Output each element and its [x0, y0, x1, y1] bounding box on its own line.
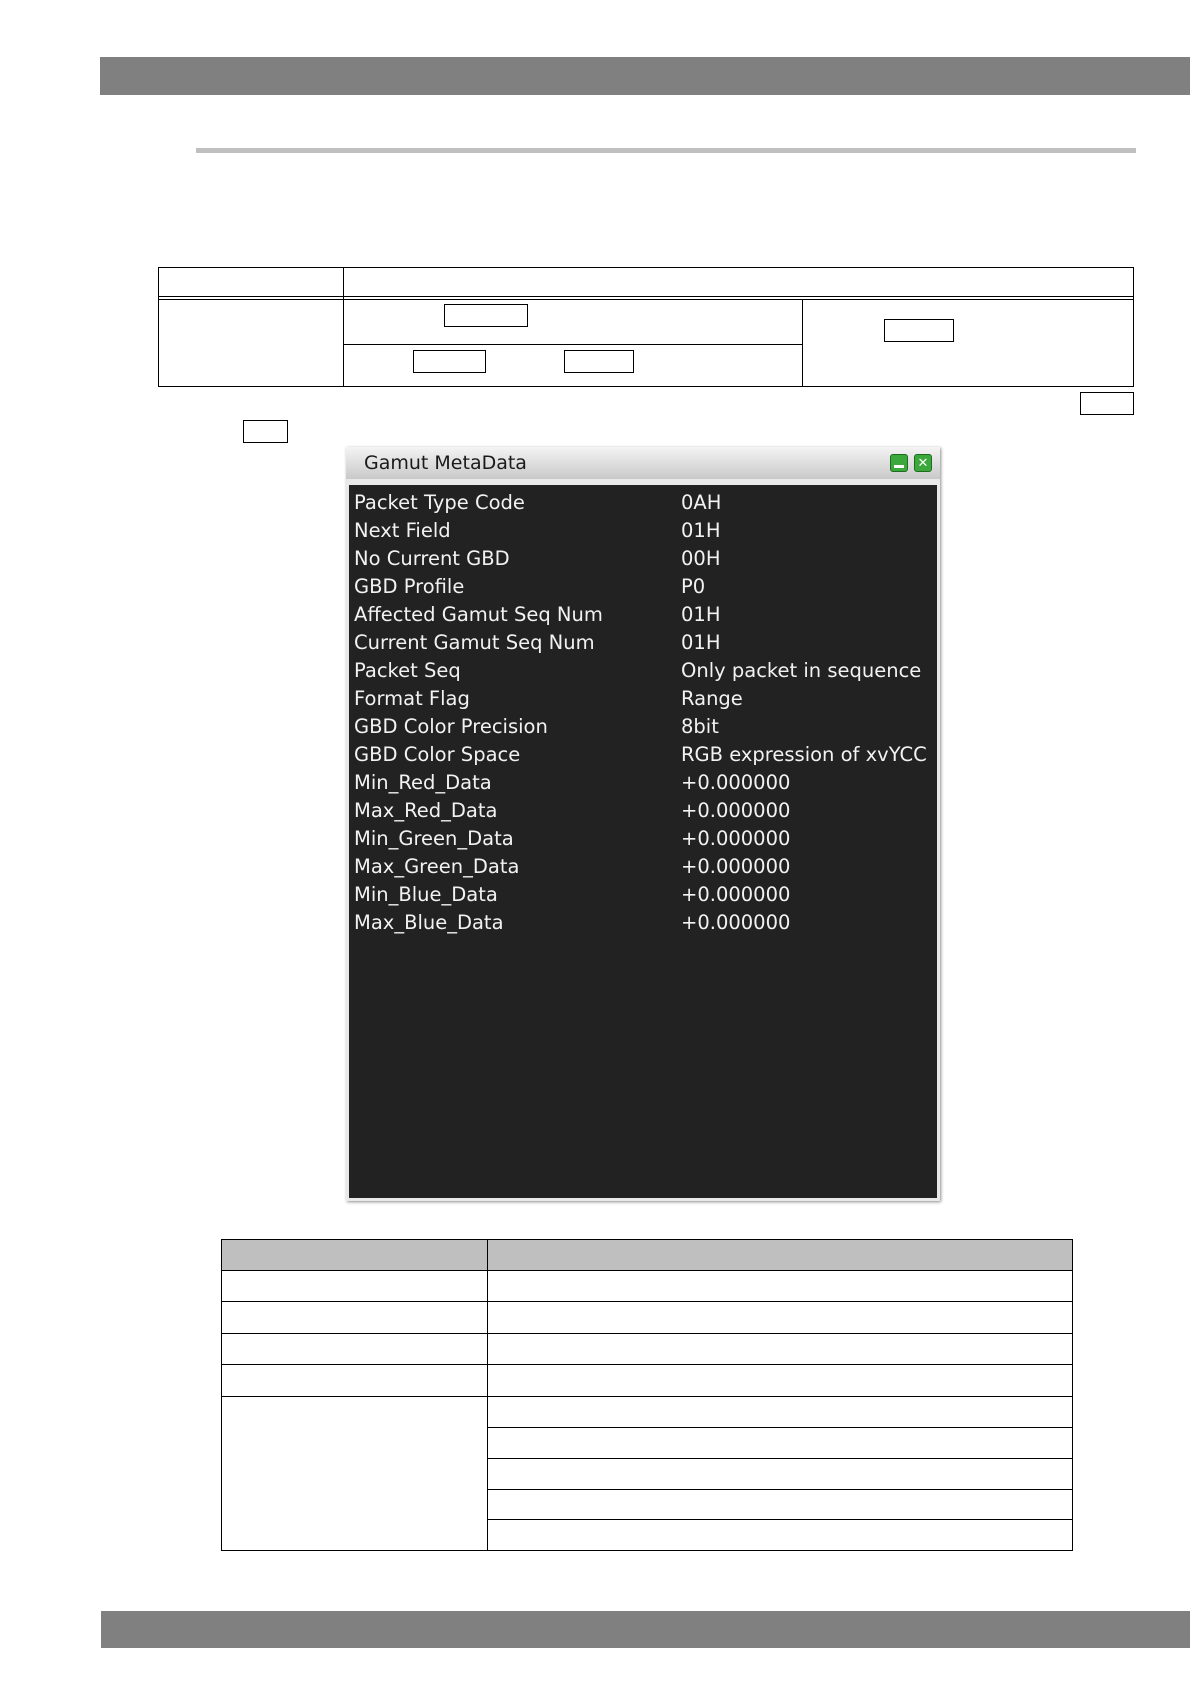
list-item — [349, 715, 937, 743]
field-value: 01H — [681, 603, 721, 626]
field-value: +0.000000 — [681, 799, 791, 822]
table-border — [487, 1427, 1073, 1428]
list-item — [349, 771, 937, 799]
field-value: +0.000000 — [681, 771, 791, 794]
menu-key[interactable] — [413, 350, 486, 373]
field-label: Packet Seq — [354, 659, 461, 682]
menu-key[interactable] — [564, 350, 634, 373]
field-label: Min_Red_Data — [354, 771, 492, 794]
close-button[interactable] — [914, 454, 932, 472]
minimize-button[interactable] — [890, 454, 908, 472]
table-border — [221, 1550, 1073, 1551]
field-label: Affected Gamut Seq Num — [354, 603, 603, 626]
field-label: Max_Blue_Data — [354, 911, 504, 934]
table-border — [802, 299, 803, 387]
field-value: 01H — [681, 519, 721, 542]
list-item — [349, 855, 937, 883]
list-item — [349, 883, 937, 911]
parameter-table — [221, 1239, 1073, 1551]
table-border — [343, 344, 802, 345]
metadata-list — [349, 485, 937, 1198]
field-label: Next Field — [354, 519, 451, 542]
field-label: GBD Color Space — [354, 743, 521, 766]
field-value: +0.000000 — [681, 827, 791, 850]
table-border — [487, 1519, 1073, 1520]
table-border — [221, 1364, 1073, 1365]
table-border — [158, 267, 159, 387]
table-border — [1133, 267, 1134, 387]
menu-key[interactable] — [884, 319, 954, 342]
field-value: +0.000000 — [681, 855, 791, 878]
field-label: Min_Green_Data — [354, 827, 514, 850]
table-border — [487, 1458, 1073, 1459]
menu-table — [158, 267, 1134, 387]
field-value: +0.000000 — [681, 911, 791, 934]
table-border — [221, 1239, 222, 1551]
table-border — [158, 267, 1134, 268]
list-item — [349, 659, 937, 687]
field-label: GBD Profile — [354, 575, 465, 598]
field-value: RGB expression of xvYCC — [681, 743, 927, 766]
list-item — [349, 491, 937, 519]
table-border — [221, 1270, 1073, 1271]
section-rule — [196, 148, 1136, 153]
field-label: GBD Color Precision — [354, 715, 548, 738]
field-value: P0 — [681, 575, 706, 598]
field-label: Packet Type Code — [354, 491, 525, 514]
gamut-metadata-window — [346, 447, 940, 1201]
field-value: 00H — [681, 547, 721, 570]
field-value: Range — [681, 687, 743, 710]
table-border — [221, 1396, 1073, 1397]
list-item — [349, 519, 937, 547]
field-label: Current Gamut Seq Num — [354, 631, 595, 654]
field-label: Max_Green_Data — [354, 855, 520, 878]
list-item — [349, 687, 937, 715]
list-item — [349, 575, 937, 603]
window-title: Gamut MetaData — [364, 452, 527, 474]
table-header — [221, 1239, 1073, 1270]
function-key[interactable] — [1080, 392, 1134, 415]
list-item — [349, 547, 937, 575]
table-border — [221, 1301, 1073, 1302]
field-value: 0AH — [681, 491, 722, 514]
field-value: Only packet in sequence — [681, 659, 922, 682]
table-border — [1072, 1239, 1073, 1551]
table-border — [158, 386, 1134, 387]
table-border — [158, 296, 1134, 297]
list-item — [349, 827, 937, 855]
close-icon: ✕ — [917, 455, 929, 470]
page-header-bar — [100, 57, 1190, 95]
function-key[interactable] — [243, 420, 288, 443]
list-item — [349, 743, 937, 771]
list-item — [349, 799, 937, 827]
field-label: Format Flag — [354, 687, 470, 710]
field-label: Min_Blue_Data — [354, 883, 498, 906]
table-border — [221, 1333, 1073, 1334]
table-border — [487, 1489, 1073, 1490]
window-title-bar[interactable] — [346, 447, 940, 479]
list-item — [349, 603, 937, 631]
field-value: +0.000000 — [681, 883, 791, 906]
table-border — [487, 1239, 488, 1551]
minimize-icon — [894, 465, 904, 468]
field-value: 8bit — [681, 715, 719, 738]
table-border — [221, 1239, 1073, 1240]
field-label: Max_Red_Data — [354, 799, 498, 822]
table-border — [343, 267, 344, 387]
field-label: No Current GBD — [354, 547, 510, 570]
page-footer-bar — [101, 1611, 1190, 1648]
list-item — [349, 911, 937, 939]
list-item — [349, 631, 937, 659]
field-value: 01H — [681, 631, 721, 654]
table-border — [158, 299, 1134, 300]
menu-key[interactable] — [444, 304, 528, 327]
